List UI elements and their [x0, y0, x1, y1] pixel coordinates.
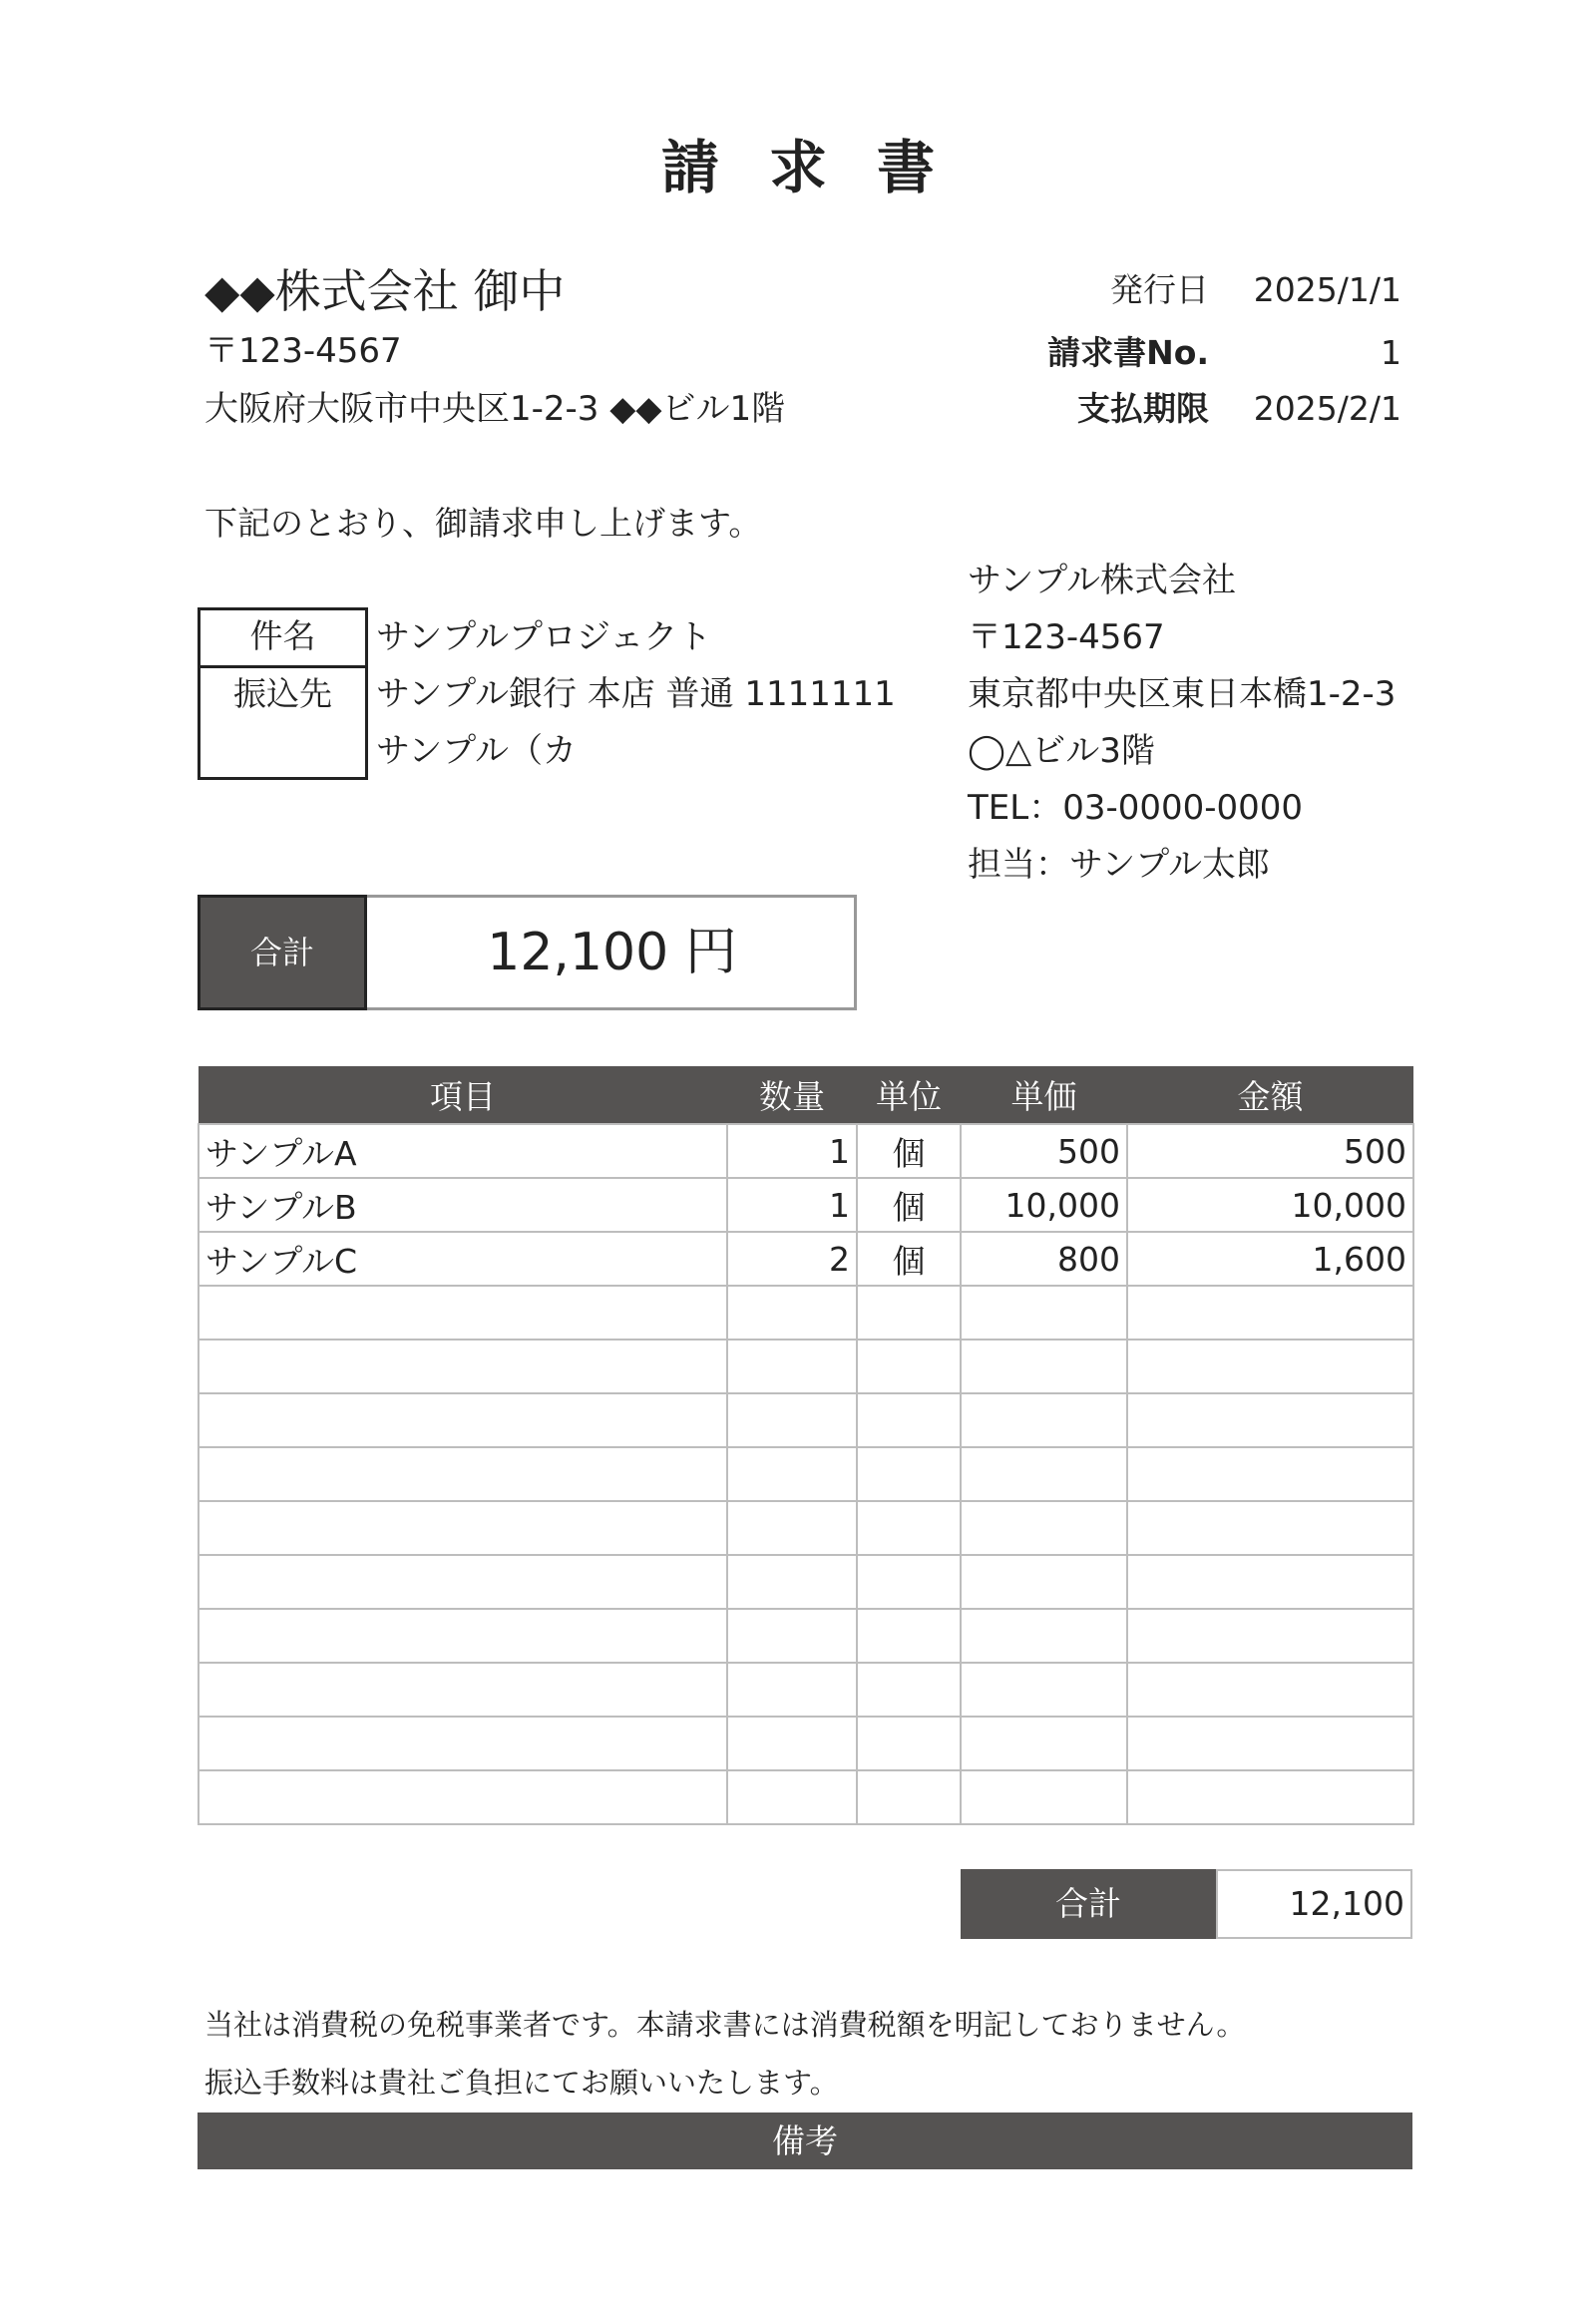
total-label: 合計: [249, 934, 314, 971]
table-row: [199, 1609, 1413, 1663]
cell-item: [199, 1555, 727, 1609]
table-row: [199, 1340, 1413, 1393]
subtotal-value: 12,100: [1289, 1884, 1404, 1923]
table-row: [199, 1447, 1413, 1501]
cell-unit: [857, 1501, 961, 1555]
cell-item: [199, 1770, 727, 1824]
cell-item: サンプルA: [199, 1124, 727, 1178]
table-row: [199, 1232, 1413, 1286]
table-row: [199, 1178, 1413, 1232]
subtotal-label: 合計: [961, 1869, 1216, 1939]
cell-amount: [1127, 1340, 1413, 1393]
cell-unit: 個: [857, 1232, 961, 1286]
header-amount: 金額: [1127, 1066, 1413, 1124]
cell-qty: [727, 1286, 857, 1340]
cell-amount: [1127, 1393, 1413, 1447]
issue-date-label: 発行日: [1110, 270, 1209, 309]
tax-note: 当社は消費税の免税事業者です。本請求書には消費税額を明記しておりません。: [204, 2008, 1246, 2042]
table-row: [199, 1393, 1413, 1447]
issuer-address1: 東京都中央区東日本橋1-2-3: [968, 674, 1396, 714]
cell-amount: [1127, 1447, 1413, 1501]
subject-value: サンプルプロジェクト: [376, 617, 712, 657]
cell-item: [199, 1717, 727, 1770]
recipient-name: ◆◆株式会社 御中: [204, 264, 566, 318]
issuer-postal: 〒123-4567: [968, 617, 1165, 657]
cell-unit: [857, 1447, 961, 1501]
table-row: [199, 1555, 1413, 1609]
cell-qty: [727, 1555, 857, 1609]
issuer-tel: TEL：03-0000-0000: [968, 788, 1304, 828]
subject-label: 件名: [249, 616, 316, 655]
cell-price: [961, 1770, 1127, 1824]
cell-price: [961, 1393, 1127, 1447]
cell-qty: [727, 1609, 857, 1663]
invoice-no-value: 1: [1381, 333, 1401, 372]
issuer-contact: 担当：サンプル太郎: [968, 845, 1270, 885]
cell-unit: [857, 1770, 961, 1824]
cell-unit: 個: [857, 1178, 961, 1232]
cell-unit: [857, 1663, 961, 1717]
cell-price: [961, 1447, 1127, 1501]
header-unit: 単位: [857, 1066, 961, 1124]
cell-price: 10,000: [961, 1178, 1127, 1232]
cell-amount: [1127, 1609, 1413, 1663]
cell-item: サンプルC: [199, 1232, 727, 1286]
total-amount: 12,100 円: [487, 923, 737, 982]
table-row: [199, 1501, 1413, 1555]
bank-label: 振込先: [233, 674, 332, 713]
items-table: [198, 1066, 1414, 1825]
cell-item: [199, 1663, 727, 1717]
issuer-address2: ◯△ビル3階: [968, 731, 1155, 771]
cell-item: [199, 1501, 727, 1555]
cell-qty: [727, 1770, 857, 1824]
cell-price: [961, 1555, 1127, 1609]
cell-item: [199, 1286, 727, 1340]
cell-qty: [727, 1393, 857, 1447]
recipient-address: 大阪府大阪市中央区1-2-3 ◆◆ビル1階: [204, 389, 786, 429]
cell-amount: 10,000: [1127, 1178, 1413, 1232]
cell-unit: [857, 1609, 961, 1663]
subject-label-divider: [198, 665, 368, 668]
cell-amount: 500: [1127, 1124, 1413, 1178]
header-qty: 数量: [727, 1066, 857, 1124]
cell-price: [961, 1286, 1127, 1340]
cell-qty: 1: [727, 1178, 857, 1232]
bank-line2: サンプル（カ: [376, 731, 577, 771]
table-row: [199, 1663, 1413, 1717]
table-row: [199, 1124, 1413, 1178]
cell-amount: [1127, 1663, 1413, 1717]
cell-unit: [857, 1393, 961, 1447]
cell-amount: [1127, 1286, 1413, 1340]
fee-note: 振込手数料は貴社ご負担にてお願いいたします。: [204, 2066, 839, 2100]
cell-price: 500: [961, 1124, 1127, 1178]
due-date-label: 支払期限: [1077, 389, 1209, 428]
cell-unit: [857, 1286, 961, 1340]
cell-price: [961, 1609, 1127, 1663]
cell-qty: [727, 1717, 857, 1770]
bank-line1: サンプル銀行 本店 普通 1111111: [376, 674, 896, 714]
due-date-value: 2025/2/1: [1253, 389, 1401, 428]
cell-amount: [1127, 1501, 1413, 1555]
header-item: 項目: [199, 1066, 727, 1124]
cell-qty: [727, 1340, 857, 1393]
cell-amount: 1,600: [1127, 1232, 1413, 1286]
cell-amount: [1127, 1770, 1413, 1824]
cell-item: [199, 1340, 727, 1393]
cell-price: [961, 1501, 1127, 1555]
table-header-row: [199, 1066, 1413, 1124]
cell-price: [961, 1663, 1127, 1717]
table-row: [199, 1717, 1413, 1770]
table-body: [199, 1124, 1413, 1824]
issue-date-value: 2025/1/1: [1253, 270, 1401, 309]
cell-qty: [727, 1501, 857, 1555]
table-row: [199, 1770, 1413, 1824]
cell-item: [199, 1609, 727, 1663]
cell-price: [961, 1340, 1127, 1393]
cell-item: [199, 1447, 727, 1501]
intro-text: 下記のとおり、御請求申し上げます。: [204, 504, 762, 543]
cell-qty: 1: [727, 1124, 857, 1178]
cell-amount: [1127, 1555, 1413, 1609]
cell-amount: [1127, 1717, 1413, 1770]
cell-qty: [727, 1447, 857, 1501]
cell-unit: 個: [857, 1124, 961, 1178]
recipient-postal: 〒123-4567: [204, 331, 402, 371]
cell-price: [961, 1717, 1127, 1770]
cell-item: [199, 1393, 727, 1447]
invoice-no-label: 請求書No.: [1047, 333, 1209, 372]
remarks-header: 備考: [198, 2113, 1412, 2169]
cell-qty: [727, 1663, 857, 1717]
issuer-company: サンプル株式会社: [968, 561, 1236, 600]
cell-unit: [857, 1717, 961, 1770]
invoice-title: 請求書: [660, 134, 985, 201]
table-row: [199, 1286, 1413, 1340]
header-price: 単価: [961, 1066, 1127, 1124]
cell-price: 800: [961, 1232, 1127, 1286]
cell-unit: [857, 1555, 961, 1609]
cell-qty: 2: [727, 1232, 857, 1286]
cell-item: サンプルB: [199, 1178, 727, 1232]
cell-unit: [857, 1340, 961, 1393]
